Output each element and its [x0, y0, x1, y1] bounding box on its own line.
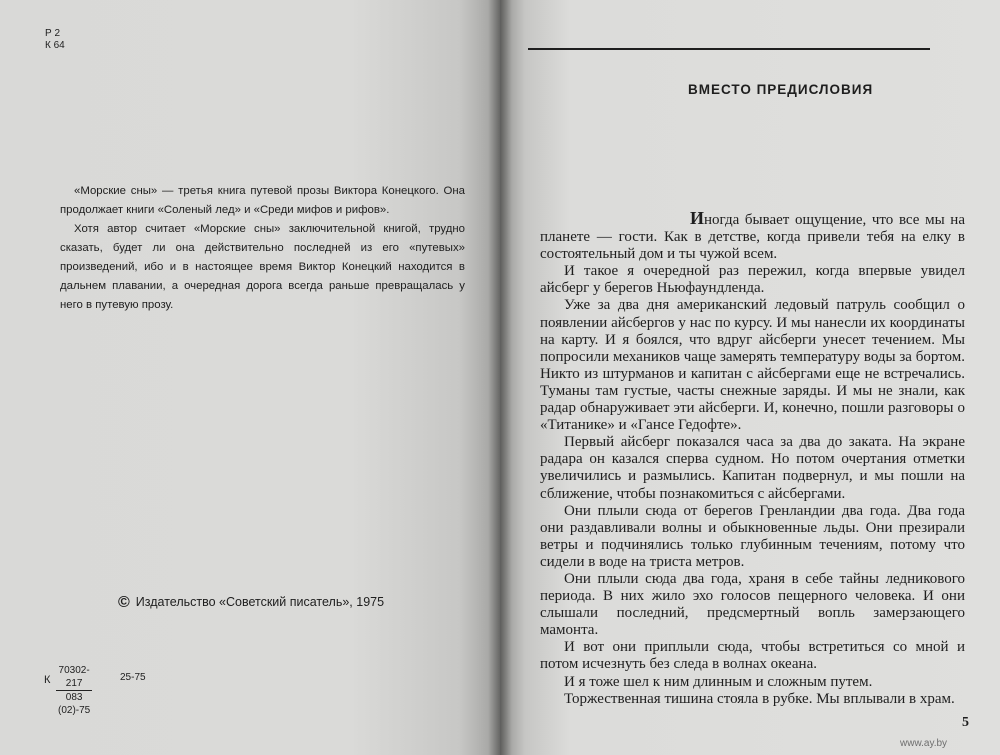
library-classification — [45, 28, 65, 52]
body-paragraph: Они плыли сюда два года, храня в себе тайны ледникового периода. В них жило эхо голосов пещерного человека. И они слышали последний, предсмертный вопль замерзающего мамонта. — [540, 570, 965, 639]
body-paragraph: И я тоже шел к ним длинным и сложным путем. — [564, 673, 873, 690]
body-paragraph: Первый айсберг показался часа за два до заката. На экране радара он казался сперва судном. Но потом очертания отметки увеличились и размылись. Капитан подвернул, и мы пошли на сближение, чтобы познакомиться с айсбергами. — [540, 434, 965, 502]
book-spine — [488, 0, 512, 755]
copyright-line — [118, 594, 384, 612]
bbk-line: К 64 — [45, 40, 65, 51]
drop-cap: И — [690, 208, 705, 228]
paragraph-text: ногда бывает ощущение, что все мы на планете — гости. Как в детстве, когда привели тебя на елку в состоятельный дом и ты чужой всем. — [540, 212, 965, 263]
body-paragraph: И такое я очередной раз пережил, когда впервые увидел айсберг у берегов Ньюфаундленда. — [540, 263, 965, 297]
body-paragraph: Они плыли сюда от берегов Гренландии два года. Два года они раздавливали волны и обыкновенные льды. Они презирали ветры и подчинялись только глубинным течениям, потому что сидели в воде на триста метров. — [540, 502, 965, 570]
body-paragraph: И вот они приплыли сюда, чтобы встретиться со мной и потом исчезнуть без следа в волнах океана. — [540, 639, 965, 673]
body-paragraph — [540, 210, 965, 263]
book-annotation — [60, 182, 465, 315]
catalog-letter: К — [44, 674, 51, 686]
copyright-icon: © — [118, 594, 130, 611]
body-paragraph: Торжественная тишина стояла в рубке. Мы вплывали в храм. — [564, 690, 955, 707]
catalog-code: 25-75 — [120, 672, 146, 683]
chapter-body — [540, 210, 965, 708]
bbk-line: Р 2 — [45, 28, 61, 39]
annotation-paragraph: Хотя автор считает «Морские сны» заключительной книгой, трудно сказать, будет ли она действительно последней из его «путевых» произведений, ибо и в настоящее время Виктор Конецкий находится в дальнем плавании, а очередная дорога всегда раньше превращалась у него в путевую прозу. — [60, 223, 465, 311]
site-watermark: www.ay.by — [900, 738, 948, 749]
copyright-text: Издательство «Советский писатель», 1975 — [135, 595, 385, 609]
catalog-numerator: 70302-217 — [56, 664, 92, 691]
chapter-heading: ВМЕСТО ПРЕДИСЛОВИЯ — [688, 82, 874, 97]
header-rule — [528, 48, 930, 50]
annotation-paragraph: «Морские сны» — третья книга путевой прозы Виктора Конецкого. Она продолжает книги «Соленый лед» и «Среди мифов и рифов». — [60, 185, 465, 216]
catalog-denominator: 083 (02)-75 — [58, 692, 91, 716]
body-paragraph: Уже за два дня американский ледовый патруль сообщил о появлении айсбергов у нас по курсу. И мы нанесли их координаты на карту. И я боялся, что вдруг айсберги унесет течением. Мы попросили механиков чаще замерять температуру воды за бортом. Никто из штурманов и капитан с айсбергами еще не встречались. Туманы там густые, часты снежные заряды. И мы не знали, как радар обнаруживает эти айсберги. И, конечно, пошли разговоры о «Титанике» и «Гансе Гедофте». — [540, 297, 965, 434]
page-number: 5 — [962, 715, 969, 730]
catalog-fraction — [56, 664, 92, 717]
